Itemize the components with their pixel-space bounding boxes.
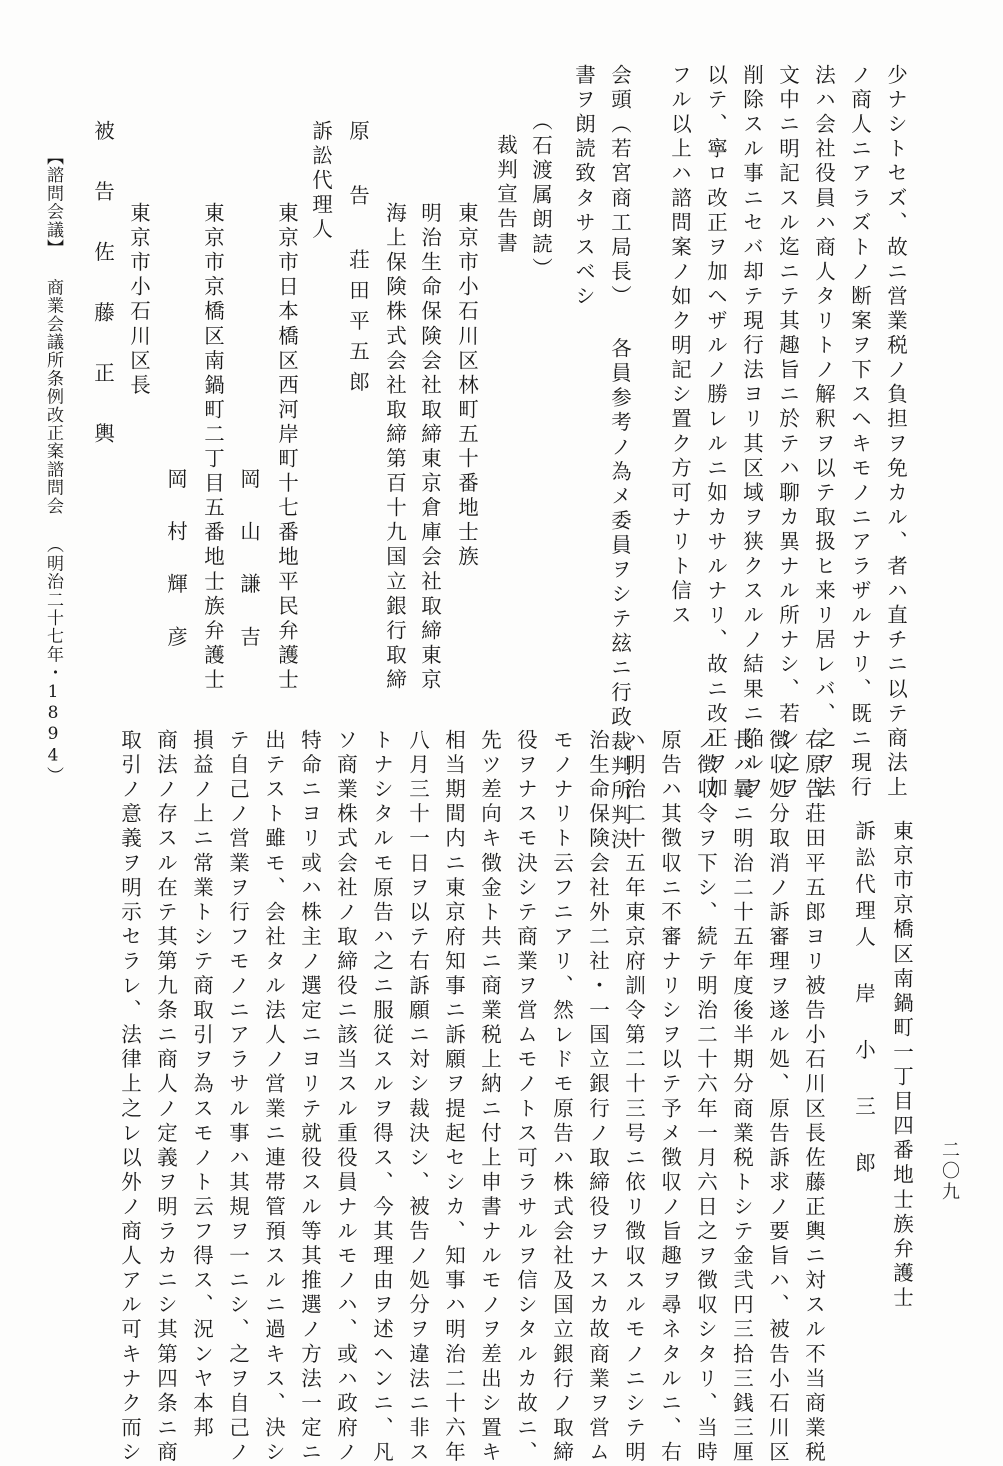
text-column: 書ヲ朗読致タサスベシ — [571, 64, 596, 310]
party-address: 東京市京橋区南鍋町二丁目五番地士族弁護士 — [200, 202, 225, 693]
text-column: 長ハ曩ニ明治二十五年度後半期分商業税トシテ金弐円三拾三銭三厘 — [729, 729, 754, 1466]
text-column: 少ナシトセズ、故ニ営業税ノ負担ヲ免カル、者ハ直チニ以テ商法上 — [883, 64, 908, 801]
text-column: 役ヲナスモ決シテ商業ヲ営ムモノトス可ラサルヲ信シタルカ故ニ、 — [513, 729, 538, 1466]
text-column: モノナリト云フニアリ、然レドモ原告ハ株式会社及国立銀行ノ取締 — [549, 729, 574, 1466]
text-column: 取引ノ意義ヲ明示セラレ、法律上之レ以外ノ商人アル可キナク而シ — [117, 729, 142, 1466]
text-column: 治生命保険会社外二社・一国立銀行ノ取締役ヲナスカ故商業ヲ営ム — [585, 729, 610, 1466]
text-column: 徴収処分取消ノ訴審理ヲ遂ル処、原告訴求ノ要旨ハ、被告小石川区 — [765, 729, 790, 1466]
party-address: 海上保険株式会社取締第百十九国立銀行取締 — [382, 202, 407, 693]
text-column: 出テスト雖モ、会社タル法人ノ営業ニ連帯管預スルニ過キス、決シ — [261, 729, 286, 1466]
party-role: 訴訟代理人 — [308, 120, 333, 243]
text-column: 法ハ会社役員ハ商人タリトノ解釈ヲ以テ取扱ヒ来リ居レバ、之ヲ法 — [811, 64, 836, 801]
text-column: ノ商人ニアラズトノ断案ヲ下スヘキモノニアラザルナリ、既ニ現行 — [847, 64, 872, 801]
party-name: 岡 山 謙 吉 — [236, 468, 261, 651]
page-number: 二〇九 — [939, 1140, 960, 1203]
text-column: 右原告荘田平五郎ヨリ被告小石川区長佐藤正輿ニ対スル不当商業税 — [801, 729, 826, 1466]
text-column: 文中ニ明記スル迄ニテ其趣旨ニ於テハ聊カ異ナル所ナシ、若シ之ヲ — [775, 64, 800, 801]
text-column: テ自己ノ営業ヲ行フモノニアラサル事ハ其規ヲ一ニシ、之ヲ自己ノ — [225, 729, 250, 1466]
counsel-address: 東京市京橋区南鍋町一丁目四番地士族弁護士 — [889, 820, 914, 1311]
plaintiff-line: 原 告 荘田平五郎 — [345, 120, 370, 402]
counsel-name: 訴訟代理人 岸 小 三 郎 — [851, 820, 876, 1179]
text-column: ハ明治二十五年東京府訓令第二十三号ニ依リ徴収スルモノニシテ明 — [621, 729, 646, 1466]
text-column: （石渡属朗読） — [528, 110, 553, 282]
text-column: 相当期間内ニ東京府知事ニ訴願ヲ提起セシカ、知事ハ明治二十六年 — [441, 729, 466, 1466]
running-title: 【諮問会議】 商業会議所条例改正案諮問会 （明治二十七年・1894） — [43, 148, 63, 785]
party-address: 東京市日本橋区西河岸町十七番地平民弁護士 — [274, 202, 299, 693]
text-column: 先ツ差向キ徴金ト共ニ商業税上納ニ付上申書ナルモノヲ差出シ置キ — [477, 729, 502, 1466]
party-address: 東京市小石川区林町五十番地士族 — [454, 202, 479, 571]
text-column: 原告ハ其徴収ニ不審ナリシヲ以テ予メ徴収ノ旨趣ヲ尋ネタルニ、右 — [657, 729, 682, 1466]
text-column: 削除スル事ニセバ却テ現行法ヨリ其区域ヲ狭クスルノ結果ニ陥ルヲ — [739, 64, 764, 801]
text-column: 商法ノ存スル在テ其第九条ニ商人ノ定義ヲ明ラカニシ其第四条ニ商 — [153, 729, 178, 1466]
text-column: 特命ニヨリ或ハ株主ノ選定ニヨリテ就役スル等其推選ノ方法一定ニ — [297, 729, 322, 1466]
text-column: 損益ノ上ニ常業トシテ商取引ヲ為スモノト云フ得ス、況ンヤ本邦 — [189, 729, 214, 1441]
party-name: 岡 村 輝 彦 — [163, 468, 188, 651]
defendant-line: 被 告 佐 藤 正 輿 — [90, 120, 115, 451]
text-column: 会頭（若宮商工局長） 各員参考ノ為メ委員ヲシテ玆ニ行政裁判所判決 — [607, 64, 632, 854]
section-heading: 裁判宣告書 — [493, 134, 518, 257]
text-column: ソ商業株式会社ノ取締役ニ該当スル重役員ナルモノハ、或ハ政府ノ — [333, 729, 358, 1466]
party-address: 明治生命保険会社取締東京倉庫会社取締東京 — [417, 202, 442, 693]
text-column: 以テ、寧ロ改正ヲ加ヘザルノ勝レルニ如カサルナリ、故ニ改正ヲ加 — [703, 64, 728, 801]
text-column: ノ徴収令ヲ下シ、続テ明治二十六年一月六日之ヲ徴収シタリ、当時 — [693, 729, 718, 1466]
text-column: フル以上ハ諮問案ノ如ク明記シ置ク方可ナリト信ス — [667, 64, 692, 629]
text-column: 八月三十一日ヲ以テ右訴願ニ対シ裁決シ、被告ノ処分ヲ違法ニ非ス — [405, 729, 430, 1466]
party-address: 東京市小石川区長 — [126, 202, 151, 399]
text-column: トナシタルモ原告ハ之ニ服従スルヲ得ス、今其理由ヲ述ヘンニ、凡 — [369, 729, 394, 1466]
